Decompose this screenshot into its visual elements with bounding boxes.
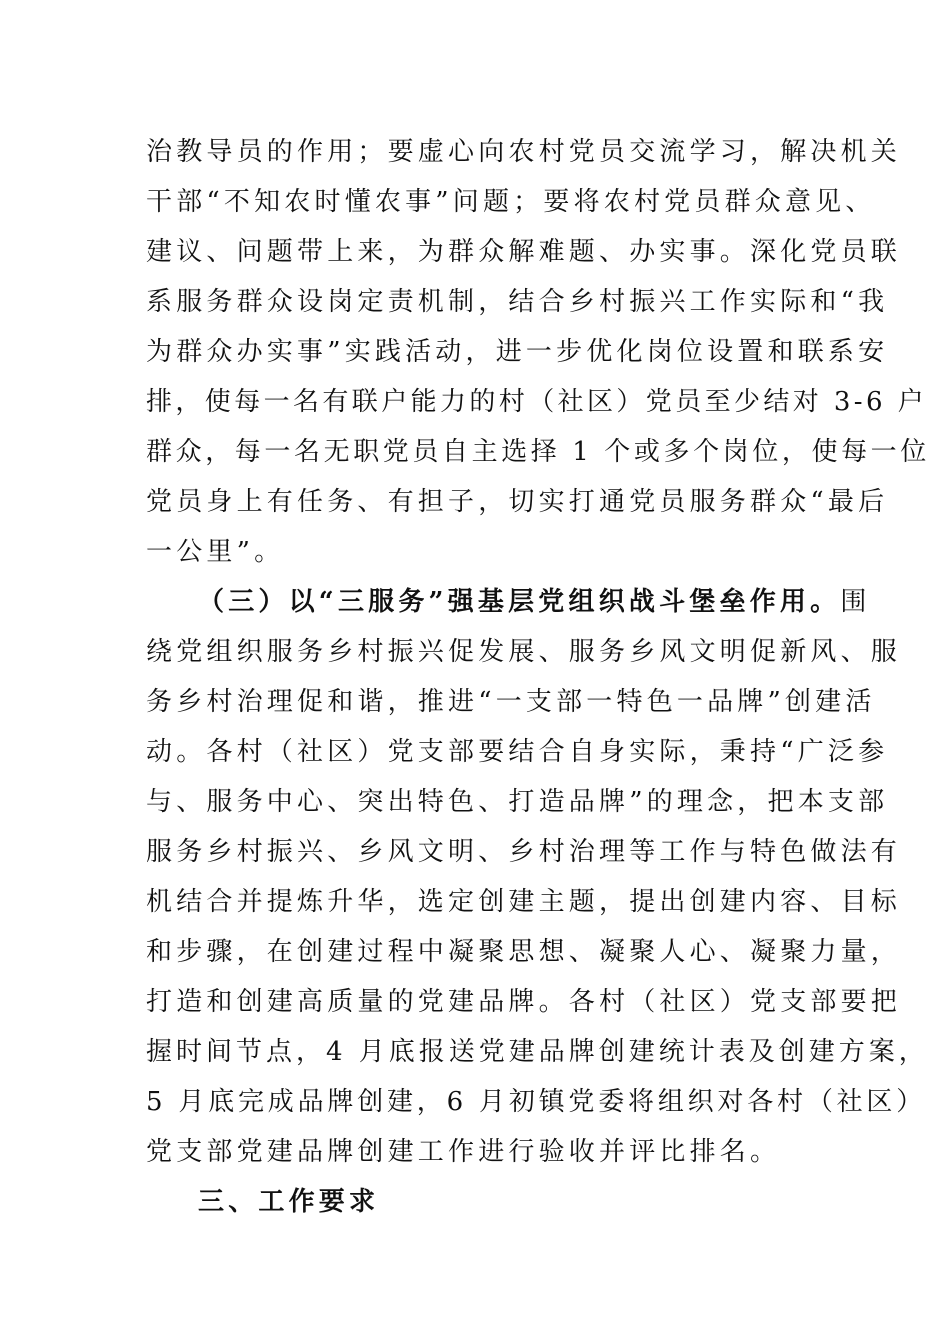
body-text-line: 系服务群众设岗定责机制，结合乡村振兴工作实际和“我 [146, 287, 889, 317]
body-text-line: 动。各村（社区）党支部要结合自身实际，秉持“广泛参 [146, 737, 889, 767]
body-text-line: 群众，每一名无职党员自主选择 1 个或多个岗位，使每一位 [146, 437, 930, 467]
body-text-line: 党支部党建品牌创建工作进行验收并评比排名。 [146, 1137, 781, 1167]
body-text-line: 5 月底完成品牌创建，6 月初镇党委将组织对各村（社区） [146, 1087, 927, 1117]
body-text-fragment: 围 [840, 587, 871, 617]
body-text-line: 机结合并提炼升华，选定创建主题，提出创建内容、目标 [146, 887, 902, 917]
body-text-line: 握时间节点，4 月底报送党建品牌创建统计表及创建方案， [146, 1037, 929, 1067]
body-text-line: 服务乡村振兴、乡风文明、乡村治理等工作与特色做法有 [146, 837, 902, 867]
body-text-line: 为群众办实事”实践活动，进一步优化岗位设置和联系安 [146, 337, 889, 367]
body-text-line: 排，使每一名有联户能力的村（社区）党员至少结对 3-6 户 [146, 387, 927, 417]
body-text-line: 与、服务中心、突出特色、打造品牌”的理念，把本支部 [146, 787, 889, 817]
body-text-line: 建议、问题带上来，为群众解难题、办实事。深化党员联 [146, 237, 902, 267]
body-text-line: 治教导员的作用；要虚心向农村党员交流学习，解决机关 [146, 137, 902, 167]
subsection-heading: （三）以“三服务”强基层党组织战斗堡垒作用。 [198, 587, 841, 617]
body-text-line: 务乡村治理促和谐，推进“一支部一特色一品牌”创建活 [146, 687, 876, 717]
section-heading: 三、工作要求 [198, 1187, 380, 1217]
body-text-line: 绕党组织服务乡村振兴促发展、服务乡风文明促新风、服 [146, 637, 902, 667]
body-text-line: 打造和创建高质量的党建品牌。各村（社区）党支部要把 [146, 987, 902, 1017]
body-text-line: 一公里”。 [146, 537, 285, 567]
body-text-line: 干部“不知农时懂农事”问题；要将农村党员群众意见、 [146, 187, 876, 217]
body-text-line: 党员身上有任务、有担子，切实打通党员服务群众“最后 [146, 487, 889, 517]
subsection-first-line [198, 585, 871, 619]
body-text-line: 和步骤，在创建过程中凝聚思想、凝聚人心、凝聚力量， [146, 937, 902, 967]
